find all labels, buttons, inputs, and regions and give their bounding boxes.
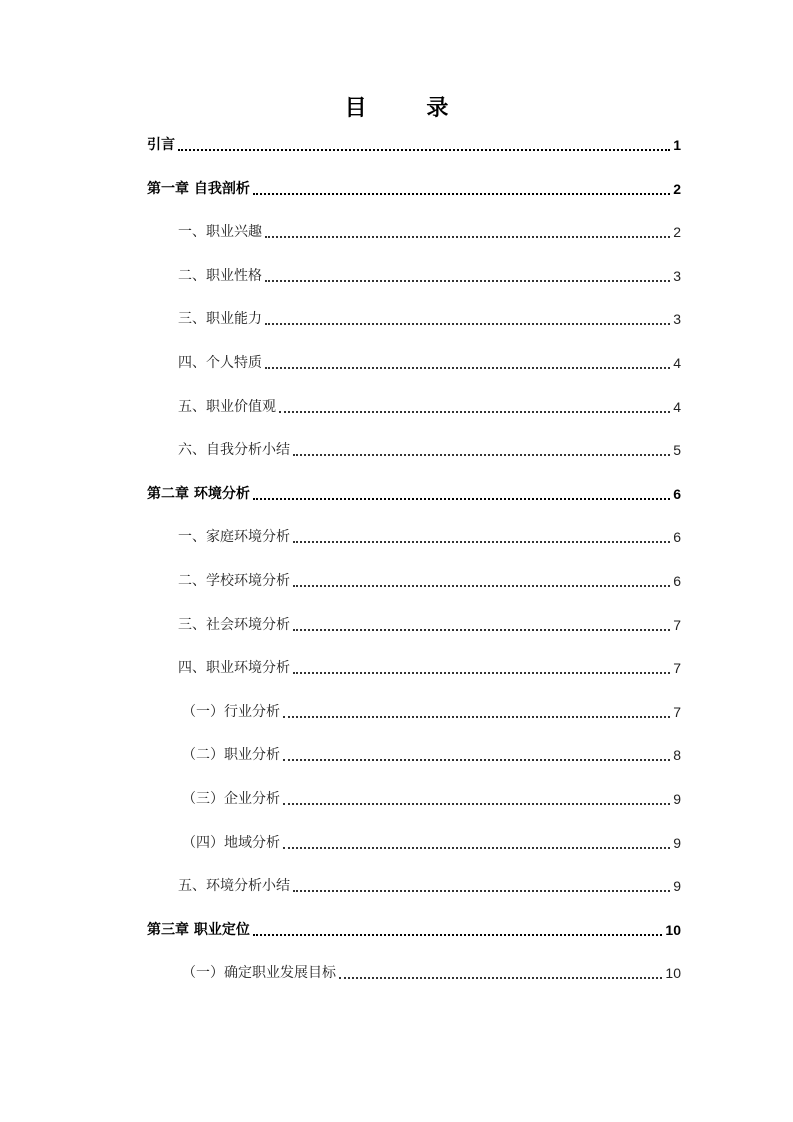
toc-entry[interactable] [147, 919, 681, 941]
toc-entry[interactable] [178, 570, 681, 592]
toc-entry-label: 四、个人特质 [178, 355, 262, 371]
toc-entry[interactable] [182, 788, 681, 810]
toc-entry-label: （四）地域分析 [182, 834, 280, 851]
toc-entry-label: 一、职业兴趣 [178, 224, 262, 241]
toc-dot-leader [293, 889, 670, 892]
toc-dot-leader [283, 715, 670, 718]
toc-entry[interactable] [147, 483, 681, 505]
toc-page-number: 2 [673, 180, 681, 197]
toc-page-number: 7 [673, 660, 681, 677]
toc-page-number: 2 [673, 224, 681, 241]
toc-entry-label: 一、家庭环境分析 [178, 529, 290, 546]
toc-entry-label: （一）行业分析 [182, 703, 280, 720]
toc-page-number: 3 [673, 311, 681, 328]
toc-entry-label: （一）确定职业发展目标 [182, 965, 336, 982]
toc-entry-label: （三）企业分析 [182, 791, 280, 807]
toc-dot-leader [253, 192, 670, 195]
toc-page-number: 7 [673, 616, 681, 633]
toc-entry-label: 三、职业能力 [178, 311, 262, 328]
toc-page-number: 9 [673, 878, 681, 895]
toc-dot-leader [265, 279, 670, 282]
toc-page-number: 1 [673, 137, 681, 153]
toc-dot-leader [293, 584, 670, 587]
toc-entry[interactable] [147, 134, 681, 156]
toc-entry-label: 引言 [147, 137, 175, 153]
toc-entry-label: 二、职业性格 [178, 267, 262, 284]
toc-entry-label: 六、自我分析小结 [178, 442, 290, 459]
toc-page-number: 6 [673, 529, 681, 546]
toc-dot-leader [178, 148, 670, 151]
toc-entry-label: （二）职业分析 [182, 747, 280, 764]
toc-entry-label: 第三章 职业定位 [147, 921, 250, 938]
toc-dot-leader [283, 802, 670, 805]
toc-entry[interactable] [178, 614, 681, 636]
toc-entry[interactable] [178, 657, 681, 679]
toc-entry-label: 二、学校环境分析 [178, 573, 290, 589]
toc-dot-leader [293, 671, 670, 674]
toc-entry[interactable] [178, 221, 681, 243]
toc-dot-leader [253, 933, 663, 936]
toc-page-number: 9 [673, 791, 681, 807]
toc-page-number: 8 [673, 747, 681, 764]
toc-entry-label: 第二章 环境分析 [147, 485, 250, 502]
toc-dot-leader [339, 976, 662, 979]
toc-entry-label: 五、环境分析小结 [178, 878, 290, 895]
toc-entry[interactable] [178, 875, 681, 897]
toc-entry-label: 三、社会环境分析 [178, 616, 290, 633]
toc-entry[interactable] [178, 396, 681, 418]
toc-page-number: 5 [673, 442, 681, 459]
toc-dot-leader [265, 322, 670, 325]
toc-page-number: 4 [673, 398, 681, 415]
toc-page-number: 3 [673, 267, 681, 284]
toc-entry[interactable] [182, 962, 681, 984]
toc-title: 目 录 [344, 96, 475, 121]
toc-entry-label: 第一章 自我剖析 [147, 180, 250, 197]
toc-page-number: 7 [673, 703, 681, 720]
toc-page-number: 10 [665, 921, 681, 938]
toc-dot-leader [265, 235, 670, 238]
toc-entry-label: 五、职业价值观 [178, 398, 276, 415]
toc-dot-leader [253, 497, 670, 500]
toc-dot-leader [279, 410, 670, 413]
toc-entry[interactable] [178, 265, 681, 287]
toc-page-number: 10 [665, 965, 681, 982]
toc-dot-leader [293, 628, 670, 631]
toc-entry[interactable] [178, 526, 681, 548]
toc-entry-label: 四、职业环境分析 [178, 660, 290, 677]
toc-dot-leader [265, 366, 670, 369]
toc-dot-leader [293, 453, 670, 456]
toc-entry[interactable] [182, 744, 681, 766]
toc-page-number: 9 [673, 834, 681, 851]
toc-entry[interactable] [178, 308, 681, 330]
toc-page-number: 6 [673, 485, 681, 502]
toc-dot-leader [283, 758, 670, 761]
toc-dot-leader [283, 846, 670, 849]
toc-entry[interactable] [178, 439, 681, 461]
toc-entry[interactable] [178, 352, 681, 374]
toc-page-number: 6 [673, 573, 681, 589]
toc-entry[interactable] [182, 832, 681, 854]
toc-dot-leader [293, 540, 670, 543]
toc-entry[interactable] [182, 701, 681, 723]
toc-entry[interactable] [147, 178, 681, 200]
toc-page-number: 4 [673, 355, 681, 371]
